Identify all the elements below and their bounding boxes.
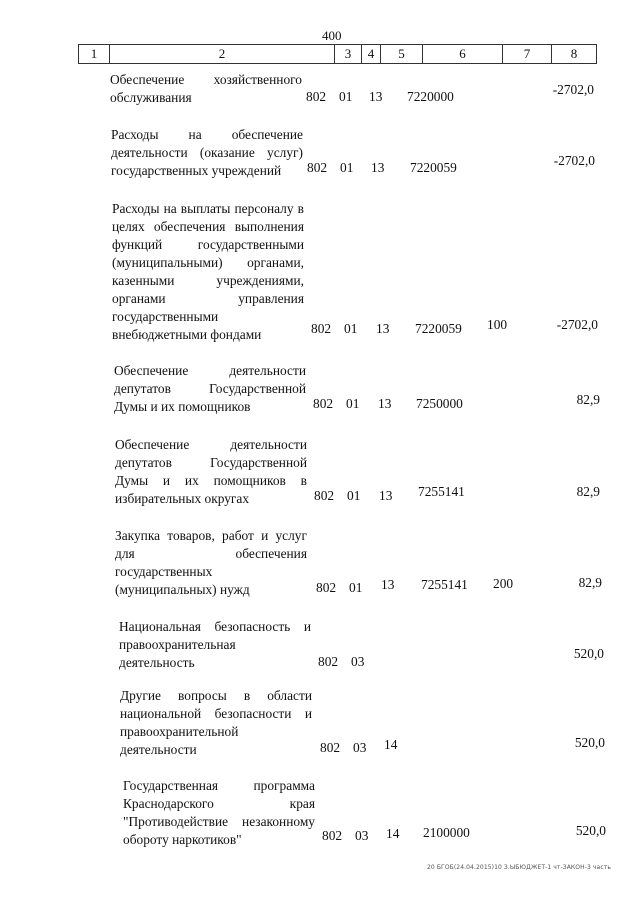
column-header: 4 xyxy=(362,45,381,63)
row-amount: -2702,0 xyxy=(556,317,598,332)
row-ved: 802 xyxy=(322,828,343,843)
row-amount: -2702,0 xyxy=(553,153,595,168)
row-csr: 7220000 xyxy=(407,89,454,104)
row-csr: 7250000 xyxy=(416,396,463,411)
row-description: Другие вопросы в области национальной безопасности и правоохранительной деятельности xyxy=(120,688,312,757)
row-pr: 13 xyxy=(369,89,383,104)
row-ved: 802 xyxy=(316,580,337,595)
row-amount: 520,0 xyxy=(575,823,606,838)
row-amount: 520,0 xyxy=(573,646,604,661)
row-description: Национальная безопасность и правоохранительная деятельность xyxy=(119,619,311,670)
column-header: 5 xyxy=(381,45,423,63)
row-ved: 802 xyxy=(314,488,335,503)
row-rz: 01 xyxy=(346,396,360,411)
row-amount: 82,9 xyxy=(578,575,602,590)
row-ved: 802 xyxy=(320,740,341,755)
row-description: Обеспечение деятельности депутатов Государственной Думы и их помощников в избирательных округах xyxy=(115,437,307,506)
row-ved: 802 xyxy=(307,160,328,175)
row-description: Расходы на обеспечение деятельности (оказание услуг) государственных учреждений xyxy=(111,127,303,178)
row-description: Расходы на выплаты персоналу в целях обеспечения выполнения функций государственными (муниципальными) органами, казенными учреждениями, органами управления государственными внебюджетными фондами xyxy=(112,201,304,342)
row-rz: 01 xyxy=(344,321,358,336)
row-pr: 13 xyxy=(371,160,385,175)
row-ved: 802 xyxy=(318,654,339,669)
column-header: 8 xyxy=(570,46,578,61)
column-header: 3 xyxy=(335,45,362,63)
row-pr: 14 xyxy=(386,826,400,841)
row-rz: 01 xyxy=(347,488,361,503)
row-rz: 01 xyxy=(339,89,353,104)
row-csr: 7255141 xyxy=(421,577,468,592)
row-csr: 7255141 xyxy=(418,484,465,499)
column-header: 1 xyxy=(79,45,110,63)
footer-note: 20 БГОБ(24.04.2015)10 З.ЫБЮДЖЕТ-1 чт-ЗАКОН-3 часть xyxy=(427,864,611,871)
row-vr: 200 xyxy=(493,576,514,591)
row-rz: 03 xyxy=(351,654,365,669)
row-pr: 13 xyxy=(379,488,393,503)
row-description: Обеспечение деятельности депутатов Государственной Думы и их помощников xyxy=(114,363,306,414)
column-header-row xyxy=(78,44,597,64)
row-pr: 13 xyxy=(378,396,392,411)
row-csr: 7220059 xyxy=(410,160,457,175)
row-description: Государственная программа Краснодарского края "Противодействие незаконному обороту наркотиков" xyxy=(123,778,315,847)
row-rz: 01 xyxy=(349,580,363,595)
row-pr: 13 xyxy=(381,577,395,592)
row-description: Обеспечение хозяйственного обслуживания xyxy=(110,72,302,105)
row-amount: 82,9 xyxy=(576,484,600,499)
row-description: Закупка товаров, работ и услуг для обеспечения государственных (муниципальных) нужд xyxy=(115,528,307,597)
row-amount: 520,0 xyxy=(574,735,605,750)
row-amount: -2702,0 xyxy=(552,82,594,97)
row-amount: 82,9 xyxy=(576,392,600,407)
row-pr: 13 xyxy=(376,321,390,336)
row-pr: 14 xyxy=(384,737,398,752)
row-rz: 03 xyxy=(355,828,369,843)
row-csr: 7220059 xyxy=(415,321,462,336)
row-ved: 802 xyxy=(313,396,334,411)
row-vr: 100 xyxy=(487,317,508,332)
row-ved: 802 xyxy=(306,89,327,104)
row-rz: 01 xyxy=(340,160,354,175)
row-rz: 03 xyxy=(353,740,367,755)
column-header: 2 xyxy=(110,45,335,63)
row-ved: 802 xyxy=(311,321,332,336)
page-number: 400 xyxy=(322,28,342,43)
column-header: 7 xyxy=(503,45,552,63)
row-csr: 2100000 xyxy=(423,825,470,840)
column-header: 6 xyxy=(423,45,503,63)
